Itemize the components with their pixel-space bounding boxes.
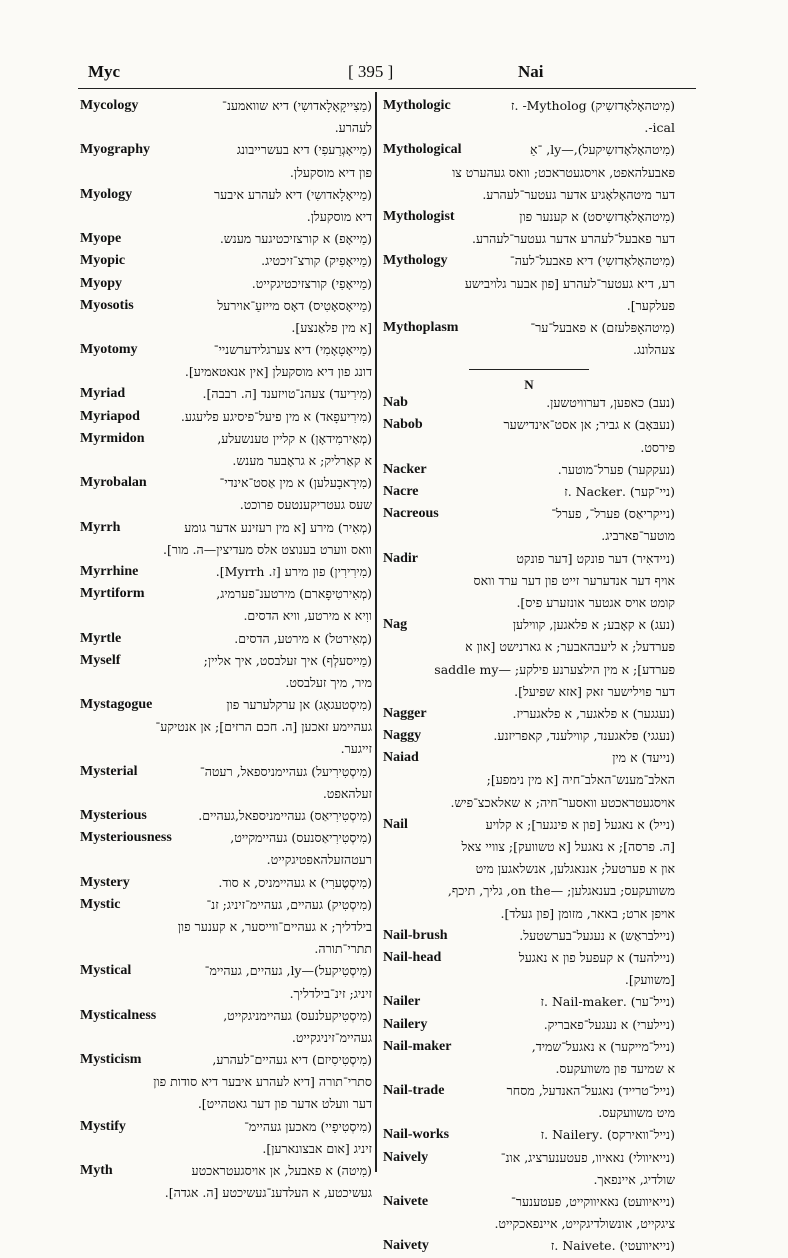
definition-text: (מִירָאבָעלען) א מין אַסט־אינדי־ <box>219 475 372 491</box>
definition-text: (מַייאָטָאָמִי) דיא צערגלידערשניי־ <box>213 342 372 358</box>
definition-text: (נעב) כאפען, דערוויטשען. <box>546 395 675 411</box>
headword: Mysticalness <box>80 1007 157 1023</box>
definition-text: ווִיא א מירטע, וויא הדסים. <box>243 608 372 624</box>
entry-line <box>383 206 675 228</box>
entry-line <box>80 250 372 272</box>
entry-continuation-line <box>383 273 675 295</box>
definition-text: געשיכטע, א העלדענ־געשיכטע [ה. אגדה]. <box>164 1185 372 1201</box>
entry-continuation-line <box>80 450 372 472</box>
entry-line <box>80 805 372 827</box>
entry-line <box>80 517 372 539</box>
entry-continuation-line <box>383 769 675 791</box>
right-column <box>383 95 675 1258</box>
entry-line <box>80 1160 372 1182</box>
entry-continuation-line <box>383 659 675 681</box>
headword: Myotomy <box>80 342 138 358</box>
entry-line <box>80 561 372 583</box>
definition-text: (מִיטהאָפּלעזם) א פאבעל־ער־ <box>530 319 675 335</box>
entry-line <box>80 339 372 361</box>
definition-text: שעס געטריקענטעס פרוכט. <box>239 497 372 513</box>
entry-line <box>80 1049 372 1071</box>
definition-text: פעלקער]. <box>626 297 675 313</box>
definition-text: (מִיסְטִיפַיי) מאכען געהיימ־ <box>244 1118 372 1134</box>
headword: Myopic <box>80 253 126 269</box>
header-rule <box>78 88 696 89</box>
definition-text: פון דיא מוסקעלן. <box>289 164 372 180</box>
entry-line <box>80 295 372 317</box>
headword: Mythology <box>383 253 448 269</box>
headword: Mycology <box>80 98 139 113</box>
definition-text: (מְאִירטל) א מירטע, הדסים. <box>234 630 372 646</box>
definition-text: צעהלונג. <box>632 342 675 358</box>
headword: Nail-brush <box>383 927 448 943</box>
definition-text: א קאַרליק; א גראָבער מענש. <box>232 453 372 468</box>
definition-text: (מִיסְטִיקעל)—ly, געהיים, געהיימ־ <box>204 963 372 979</box>
definition-text: דונג פון דיא מוסקעלן [אין אנאטאמיע]. <box>184 364 372 380</box>
entry-line <box>383 1036 675 1058</box>
definition-text: אויף דער אנדערער זייט פון דער ערד וואס <box>473 572 675 588</box>
entry-continuation-line <box>383 184 675 206</box>
definition-text: (מַייאָפִי) קורצזיכטיגקייט. <box>251 275 372 291</box>
definition-text: (מִיסְטִירִיאַסנעס) געהיימקייט, <box>230 830 372 846</box>
headword: Mystagogue <box>80 697 153 713</box>
entry-line <box>383 725 675 747</box>
page-header <box>78 62 696 86</box>
definition-text: (מִיסְטִירִיעל) געהיימניספאל, רעטה־ <box>199 763 372 779</box>
entry-continuation-line <box>80 738 372 760</box>
definition-text: (מִיסְטִירִיאַס) געהיימניספאל,געהיים. <box>198 808 372 823</box>
headword: Nab <box>383 395 408 411</box>
entry-line <box>80 894 372 916</box>
column-divider <box>375 92 377 1172</box>
entry-line <box>383 614 675 636</box>
definition-text: א שמיעד פון משוועקעס. <box>555 1060 675 1076</box>
headword: Myosotis <box>80 297 134 313</box>
entry-line <box>383 481 675 503</box>
entry-continuation-line <box>80 716 372 738</box>
entry-continuation-line <box>80 783 372 805</box>
definition-text: (נייל־וואירקס) .Nailery .ז <box>540 1127 675 1143</box>
headword: Nailery <box>383 1016 428 1032</box>
entry-continuation-line <box>80 117 372 139</box>
entry-line <box>383 139 675 161</box>
definition-text: (מִיטהאָלאָדזשִי) דיא פאבעל־לעה־ <box>509 253 675 269</box>
definition-text: (נעגגי) פלאגענד, קווילענד, קאפריזנע. <box>493 728 675 744</box>
definition-text: (מַייאָסאָטִיס) דאָס מייזעַ־אוירעל <box>217 297 372 313</box>
definition-text: (נעגגער) א פלאגער, א פלאגעריז. <box>512 705 675 721</box>
headword: Myth <box>80 1163 113 1178</box>
definition-text: און א פערטעל; אננאגלען, אנשלאגען מיט <box>475 861 675 877</box>
definition-text: (מִיסְטֶערִי) א געהיימניס, א סוד. <box>218 874 372 890</box>
definition-text: פאבעלהאפט, אויסגעטראכט; וואס געהערט צו <box>452 164 675 180</box>
definition-text: (נייאיוועט) נאאיווקייט, פעטענער־ <box>511 1194 675 1209</box>
headword: Myriad <box>80 386 126 402</box>
headword: Nail <box>383 816 408 832</box>
definition-text: (ניילערי) א נעגעל־פאבריק. <box>543 1016 675 1032</box>
headword: Naiad <box>383 750 419 766</box>
definition-text: דער פאבעל־לעהרע אדער געטער־לעהרע. <box>471 231 675 247</box>
entry-continuation-line <box>80 361 372 383</box>
headword: Myrtle <box>80 630 122 646</box>
headword: Mystify <box>80 1118 126 1134</box>
definition-text: (מִיסְטעגאָג) אן ערקלערער פון <box>226 697 372 713</box>
definition-text: (נייאיוועטי) .Naivete .ז <box>550 1238 675 1254</box>
headword: Naively <box>383 1149 429 1165</box>
definition-text: (מַצִייקָאָלָאדושִי) דיא שוואמענ־ <box>222 98 372 113</box>
entry-continuation-line <box>80 983 372 1005</box>
headword: Mythologic <box>383 98 451 113</box>
entry-continuation-line <box>80 317 372 339</box>
entry-line <box>383 814 675 836</box>
entry-line <box>383 747 675 769</box>
definition-text: (ניילבראַש) א נעגעל־בערשטעל. <box>519 927 675 943</box>
definition-text: (מַייסעלְף) איך זעלבסט, איך אליין; <box>203 652 372 668</box>
headword: Myology <box>80 186 133 202</box>
definition-text: זעלהאפט. <box>322 785 372 801</box>
entry-line <box>383 947 675 969</box>
entry-line <box>80 650 372 672</box>
entry-line <box>80 383 372 405</box>
headword: Mysteriousness <box>80 830 172 846</box>
headword: Nail-head <box>383 949 442 965</box>
definition-text: פערדעל; א ליעבהאבער; א גארנישט [און א <box>465 639 675 655</box>
entry-line <box>80 628 372 650</box>
headword: Nacker <box>383 461 427 477</box>
entry-continuation-line <box>383 836 675 858</box>
definition-text: (מִיסְטִיסִיזם) דיא געהיים־לעהרע, <box>212 1052 372 1068</box>
entry-line <box>383 414 675 436</box>
definition-text: (מִירִירִין) פון מירע [ז. Myrrh]. <box>215 563 372 579</box>
definition-text: בילדליך; א געהיים־ווייסער, א קענער פון <box>177 918 372 934</box>
entry-line <box>383 392 675 414</box>
definition-text: (נייעד) א מין <box>612 750 675 766</box>
definition-text: (מִיסְטִיק) געהיים, געהיימ־זיניג; זנ־ <box>206 896 372 912</box>
definition-text: (נייקריאַס) פערל־, פערל־ <box>551 506 675 522</box>
headword: Nacreous <box>383 506 439 522</box>
entry-line <box>383 1014 675 1036</box>
entry-continuation-line <box>383 592 675 614</box>
entry-line <box>80 1116 372 1138</box>
entry-continuation-line <box>80 1071 372 1093</box>
headword: Naivete <box>383 1194 429 1209</box>
definition-text: (מְאִירטִיפָארם) מירטענ־פערמיג, <box>216 586 372 602</box>
definition-text: דיא מוסקעלן. <box>306 208 372 224</box>
entry-line <box>80 228 372 250</box>
entry-line <box>80 273 372 295</box>
entry-continuation-line <box>80 1093 372 1115</box>
definition-text: פערדע]; א מין הילצערנע פילקע; —saddle my <box>434 661 675 677</box>
entry-continuation-line <box>80 1138 372 1160</box>
headword: Mythologist <box>383 208 455 224</box>
definition-text: ציגקייט, אונשולדיגקייט, איינפאכקייט. <box>494 1216 675 1232</box>
definition-text: (מַייאָפִיק) קורצ־זיכטיג. <box>261 253 372 269</box>
entry-line <box>80 184 372 206</box>
definition-text: (מִיטהאָלאָדזשִיסט) א קענער פון <box>519 208 675 224</box>
entry-line <box>383 317 675 339</box>
definition-text: (מִיסְטִיקעלנעס) געהיימניגקייט, <box>223 1007 372 1023</box>
definition-text: [משוועק]. <box>624 972 675 988</box>
entry-continuation-line <box>383 1213 675 1235</box>
definition-text: (מִיטה) א פאבעל, אן אויסגעטראכטע <box>191 1163 372 1178</box>
definition-text: וואס ווערט בענוצט אלס מעדיצין—ה. מור]. <box>162 541 372 557</box>
left-column <box>80 95 372 1204</box>
headword: Nabob <box>383 417 423 433</box>
entry-continuation-line <box>383 437 675 459</box>
definition-text: דער פוילישער זאק [אזא שפיעל]. <box>514 683 675 699</box>
headword: Mysterial <box>80 763 138 779</box>
entry-line <box>80 1005 372 1027</box>
definition-text: (נייל־ער) .Nail-maker .ז <box>540 994 675 1010</box>
headword: Myrobalan <box>80 475 147 491</box>
entry-line <box>80 872 372 894</box>
definition-text: רעטהזעלהאפטיגקייט. <box>266 852 372 868</box>
definition-text: אויסגעטראכטע וואסער־חיה; א שאלאכצ־פיש. <box>450 794 675 810</box>
entry-continuation-line <box>80 672 372 694</box>
entry-continuation-line <box>383 792 675 814</box>
definition-text: (נייל) א נאגעל [פון א פינגער]; א קלויע <box>485 816 675 832</box>
headword: Mystical <box>80 963 132 979</box>
definition-text: (מִירִיעד) צעהנ־טויזענד [ה. רבבה]. <box>202 386 372 402</box>
entry-line <box>80 583 372 605</box>
definition-text: אויפן ארט; באאר, מזומן [פון געלד]. <box>500 905 675 921</box>
headword: Naggy <box>383 728 422 744</box>
entry-continuation-line <box>383 858 675 880</box>
definition-text: (מַייאָלָאדושִי) דיא לעהרע איבער <box>214 186 372 202</box>
entry-line <box>80 960 372 982</box>
definition-text: [ה. פרסה]; א נאגעל [א טשוועק]; צוויי צאל <box>461 839 675 854</box>
definition-text: [א מין פלאַנצע]. <box>291 319 372 335</box>
entry-continuation-line <box>383 969 675 991</box>
entry-line <box>383 1080 675 1102</box>
definition-text: ical-. <box>644 120 675 136</box>
page-number: [ 395 ] <box>348 62 394 81</box>
entry-line <box>383 1191 675 1213</box>
right-column-n-entries <box>383 392 675 1257</box>
entry-line <box>383 1147 675 1169</box>
headword: Myriapod <box>80 408 140 424</box>
entry-continuation-line <box>80 916 372 938</box>
entry-continuation-line <box>80 162 372 184</box>
definition-text: מוטער־פארביג. <box>601 528 675 544</box>
definition-text: קומט אויס אגטער אונזערע פיס]. <box>516 594 675 610</box>
entry-continuation-line <box>383 636 675 658</box>
header-right-guide-word: Nai <box>518 62 544 81</box>
headword: Myself <box>80 652 121 668</box>
definition-text: מיט משוועקעס. <box>598 1105 675 1121</box>
definition-text: פירסט. <box>640 439 675 455</box>
entry-line <box>383 1124 675 1146</box>
right-column-m-entries <box>383 95 675 361</box>
definition-text: (ניי־קער) .Nacker .ז <box>564 484 675 499</box>
entry-continuation-line <box>80 494 372 516</box>
entry-line <box>80 139 372 161</box>
definition-text: דער מיטהאָלאָגיע אדער געטער־לעהרע. <box>482 186 675 202</box>
definition-text: (נעבּאָב) א גביר; אן אסט־אינדישער <box>503 417 675 433</box>
entry-continuation-line <box>80 938 372 960</box>
headword: Myrrhine <box>80 563 139 579</box>
definition-text: מיר, מיך זעלבסט. <box>285 674 372 690</box>
definition-text: משוועקעס; בענאגלען; —on the, גליך, תיכף, <box>447 883 675 899</box>
definition-text: (מִיטהאָלאָדזשִיקעל),—ly, ־אַ <box>529 142 675 158</box>
headword: Naivety <box>383 1238 429 1254</box>
headword: Mystic <box>80 896 121 912</box>
definition-text: (מְאִיר) מירע [א מין רעזינע אדער גומע <box>184 519 372 535</box>
definition-text: (מִיטהאָלאָדזשִיק) Mytholog- .ז <box>511 98 675 113</box>
headword: Myope <box>80 231 122 247</box>
section-separator <box>469 369 589 370</box>
headword: Nacre <box>383 484 419 499</box>
definition-text: זייגער. <box>340 741 372 757</box>
definition-text: האלב־מענש־האלב־חיה [א מין נימפע]; <box>486 772 675 788</box>
headword: Myography <box>80 142 150 158</box>
entry-line <box>383 503 675 525</box>
entry-continuation-line <box>80 849 372 871</box>
entry-continuation-line <box>383 903 675 925</box>
headword: Nail-trade <box>383 1083 445 1099</box>
definition-text: זיניג [אום אבצונארען]. <box>262 1140 372 1156</box>
entry-line <box>80 406 372 428</box>
definition-text: (ניידאִיר) דער פונקט [דער פונקט <box>516 550 675 566</box>
entry-continuation-line <box>80 1182 372 1204</box>
entry-continuation-line <box>383 681 675 703</box>
headword: Nadir <box>383 550 418 566</box>
headword: Mythological <box>383 142 462 158</box>
headword: Mystery <box>80 874 130 890</box>
definition-text: (ניילהעד) א קעפעל פון א נאגעל <box>518 949 675 965</box>
definition-text: (נייל־מייקער) א נאגעל־שמיד, <box>531 1038 675 1054</box>
definition-text: (מַייאָפ) א קורצזיכטיגער מענש. <box>219 231 372 247</box>
definition-text: סתרי־תורה [דיא לעהרע איבער דיא סודות פון <box>153 1074 372 1090</box>
definition-text: (נעג) א קאָבע; א פלאגען, קווילען <box>512 617 675 633</box>
headword: Myopy <box>80 275 122 291</box>
headword: Nag <box>383 617 408 633</box>
definition-text: דער וועלט אדער פון דער גאטהייט]. <box>197 1096 372 1112</box>
headword: Nail-works <box>383 1127 450 1143</box>
definition-text: (נעקקער) פערל־מוטער. <box>557 461 675 477</box>
entry-line <box>80 761 372 783</box>
headword: Mythoplasm <box>383 319 459 335</box>
header-left-guide-word: Myc <box>88 62 121 81</box>
definition-text: זיניג; זינ־בילדליך. <box>289 985 372 1001</box>
entry-continuation-line <box>80 1027 372 1049</box>
entry-line <box>383 250 675 272</box>
entry-continuation-line <box>383 162 675 184</box>
entry-continuation-line <box>383 295 675 317</box>
definition-text: (מַייאָגְרַעפִי) דיא בעשרייבונג <box>236 142 372 158</box>
definition-text: (נייל־טרייד) נאגעל־האנדעל, מסחר <box>506 1083 675 1099</box>
entry-continuation-line <box>383 880 675 902</box>
headword: Myrtiform <box>80 586 145 602</box>
definition-text: רע, דיא געטער־לעהרע [פון אבער גלויבישע <box>464 275 675 291</box>
section-letter: N <box>524 377 534 393</box>
entry-line <box>80 472 372 494</box>
definition-text: (נייאיוולי) נאאיוו, פעטענערציג, אונ־ <box>500 1149 675 1165</box>
headword: Nagger <box>383 705 427 721</box>
definition-text: געהיימע זאכען [ה. חכם הרזים]; אן אנטיקע־ <box>155 719 372 735</box>
entry-line <box>383 95 675 117</box>
headword: Nail-maker <box>383 1038 452 1054</box>
entry-continuation-line <box>383 1058 675 1080</box>
entry-line <box>383 548 675 570</box>
headword: Myrrh <box>80 519 121 535</box>
entry-continuation-line <box>383 117 675 139</box>
entry-line <box>80 827 372 849</box>
entry-line <box>80 694 372 716</box>
definition-text: (מִירִיעפָאד) א מין פיעל־פיסיגע פליעגע. <box>180 408 372 424</box>
entry-line <box>383 459 675 481</box>
entry-line <box>383 925 675 947</box>
entry-line <box>383 703 675 725</box>
entry-continuation-line <box>80 605 372 627</box>
definition-text: געהיימ־זיניגקייט. <box>291 1029 372 1045</box>
headword: Nailer <box>383 994 421 1010</box>
entry-line <box>383 1235 675 1257</box>
entry-line <box>383 991 675 1013</box>
entry-continuation-line <box>383 228 675 250</box>
entry-continuation-line <box>80 539 372 561</box>
entry-continuation-line <box>383 339 675 361</box>
entry-continuation-line <box>80 206 372 228</box>
definition-text: (מְאַירמִידאָן) א קליין טענשעלע, <box>217 430 372 446</box>
entry-line <box>80 95 372 117</box>
definition-text: תתרי־תורה. <box>314 941 372 957</box>
entry-continuation-line <box>383 570 675 592</box>
entry-continuation-line <box>383 525 675 547</box>
entry-continuation-line <box>383 1169 675 1191</box>
headword: Mysterious <box>80 808 147 823</box>
headword: Mysticism <box>80 1052 142 1068</box>
entry-line <box>80 428 372 450</box>
entry-continuation-line <box>383 1102 675 1124</box>
definition-text: לעהרע. <box>334 120 372 136</box>
headword: Myrmidon <box>80 430 145 446</box>
definition-text: שולדיג, איינפאך. <box>593 1171 675 1187</box>
